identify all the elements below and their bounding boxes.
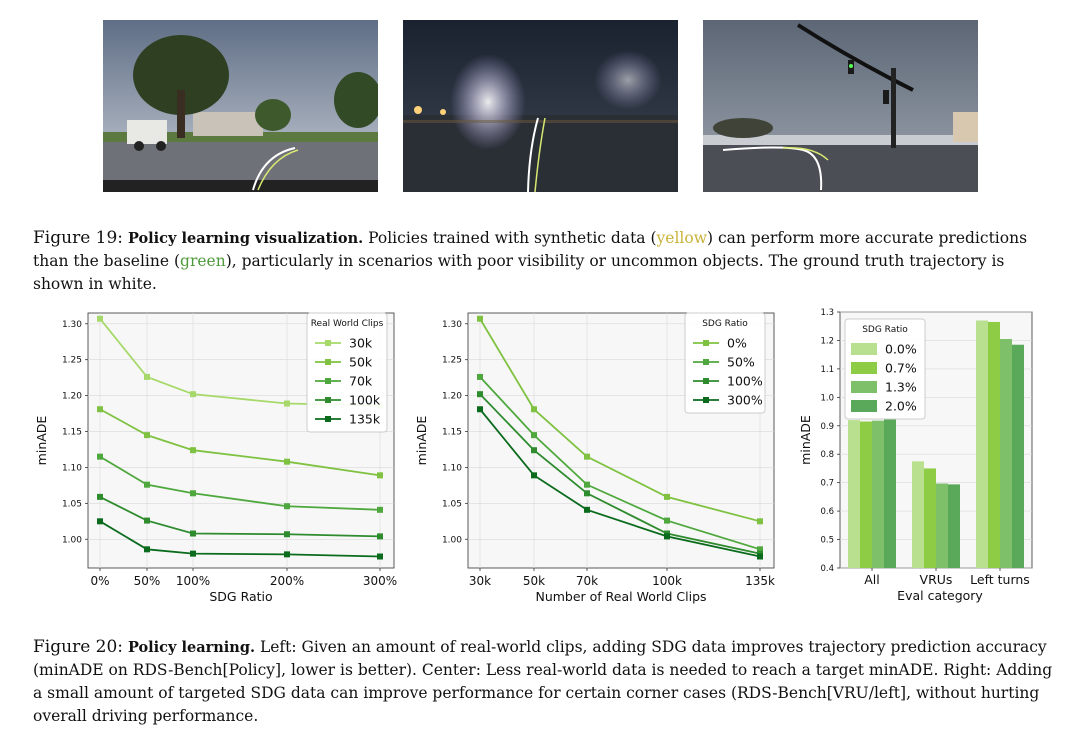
legend-swatch-marker — [325, 359, 331, 365]
legend-swatch-marker — [703, 340, 709, 346]
data-point-50k — [190, 447, 196, 453]
y-tick-label: 1.20 — [61, 391, 82, 402]
photo-snowy-intersection — [703, 20, 978, 192]
data-point-0% — [531, 406, 537, 412]
data-point-300% — [757, 554, 763, 560]
data-point-70k — [97, 454, 103, 460]
y-tick-label: 1.20 — [441, 391, 462, 402]
data-point-70k — [377, 507, 383, 513]
y-tick-label: 1.30 — [441, 319, 462, 330]
legend-label-100%: 100% — [727, 373, 763, 389]
data-point-300% — [531, 472, 537, 478]
figure-19-green-word: green — [180, 252, 226, 270]
data-point-50% — [531, 432, 537, 438]
legend-swatch-marker — [325, 397, 331, 403]
y-axis-label: minADE — [34, 415, 49, 466]
legend-swatch-marker — [325, 378, 331, 384]
bar-1.3% — [1000, 339, 1012, 568]
data-point-70k — [144, 482, 150, 488]
y-tick-label: 1.1 — [820, 364, 834, 375]
legend-title: Real World Clips — [310, 319, 384, 329]
y-tick-label: 1.15 — [441, 427, 462, 438]
data-point-70k — [284, 503, 290, 509]
data-point-70k — [190, 490, 196, 496]
y-tick-label: 1.05 — [61, 499, 82, 510]
bar-0.7% — [860, 422, 872, 568]
bar-2.0% — [1012, 345, 1024, 568]
data-point-30k — [284, 401, 290, 407]
legend-label-2.0%: 2.0% — [885, 398, 917, 414]
chart-minade-by-eval-category — [780, 305, 1080, 605]
data-point-135k — [144, 546, 150, 552]
data-point-100% — [584, 490, 590, 496]
data-point-50% — [584, 482, 590, 488]
legend-swatch-marker — [325, 416, 331, 422]
x-axis-label: SDG Ratio — [209, 589, 273, 604]
data-point-30k — [97, 316, 103, 322]
y-tick-label: 1.05 — [441, 499, 462, 510]
y-axis-label: minADE — [414, 415, 429, 466]
legend-label-50%: 50% — [727, 354, 755, 370]
legend-title: SDG Ratio — [702, 319, 748, 329]
bar-1.3% — [936, 484, 948, 568]
legend-swatch — [851, 381, 877, 393]
chart-minade-vs-sdg-ratio — [0, 305, 410, 605]
bar-0.0% — [912, 461, 924, 568]
legend-swatch-marker — [703, 378, 709, 384]
y-tick-label: 0.7 — [820, 478, 834, 489]
bar-0.7% — [924, 468, 936, 568]
figure-20-label: Figure 20: — [33, 637, 124, 657]
x-axis-label: Number of Real World Clips — [535, 589, 707, 604]
y-tick-label: 0.4 — [820, 564, 834, 574]
y-tick-label: 0.5 — [820, 535, 834, 546]
data-point-135k — [190, 551, 196, 557]
x-tick-label: Left turns — [970, 572, 1030, 587]
data-point-50k — [377, 472, 383, 478]
y-tick-label: 1.10 — [441, 463, 462, 474]
data-point-100k — [190, 531, 196, 537]
data-point-100k — [97, 494, 103, 500]
y-tick-label: 1.3 — [820, 308, 834, 318]
x-tick-label: 70k — [575, 574, 599, 588]
x-tick-label: VRUs — [919, 572, 953, 587]
y-tick-label: 1.25 — [441, 355, 462, 366]
figure-20-text: Left: Given an amount of real-world clips, adding SDG data improves trajectory prediction accuracy (minADE on RDS-Bench[Policy], lower is better). Center: Less real-world data is needed to reach a target minADE. Right: Adding a small amount of targeted SDG data can improve performance for certain corner cases (RDS-Bench[VRU/left], without hurting overall driving performance. — [33, 638, 1053, 725]
data-point-135k — [377, 554, 383, 560]
x-tick-label: 30k — [468, 574, 492, 588]
bar-0.7% — [988, 322, 1000, 568]
data-point-50% — [477, 374, 483, 380]
y-tick-label: 1.30 — [61, 319, 82, 330]
data-point-50k — [284, 459, 290, 465]
data-point-30k — [190, 391, 196, 397]
data-point-135k — [97, 518, 103, 524]
figure-19-text-2: ) can perform more accurate predictions than the baseline ( — [33, 229, 1028, 270]
data-point-50% — [664, 518, 670, 524]
data-point-0% — [477, 316, 483, 322]
legend-label-0%: 0% — [727, 335, 747, 351]
data-point-50k — [97, 406, 103, 412]
bar-0.0% — [848, 420, 860, 568]
x-tick-label: 0% — [90, 574, 110, 588]
y-tick-label: 1.0 — [820, 393, 834, 404]
y-axis-label: minADE — [798, 415, 813, 465]
x-tick-label: 300% — [362, 574, 398, 588]
legend-label-100k: 100k — [349, 392, 381, 408]
data-point-0% — [664, 494, 670, 500]
legend-label-30k: 30k — [349, 335, 373, 351]
figure-19-title: Policy learning visualization. — [127, 230, 364, 247]
x-tick-label: All — [864, 572, 880, 587]
bar-2.0% — [948, 484, 960, 568]
figure-20-caption — [33, 636, 1053, 728]
legend-label-50k: 50k — [349, 354, 373, 370]
figure-19-text-1: Policies trained with synthetic data ( — [368, 229, 657, 247]
data-point-100% — [531, 447, 537, 453]
data-point-100k — [284, 531, 290, 537]
data-point-0% — [757, 518, 763, 524]
x-tick-label: 200% — [269, 574, 305, 588]
figure-19-caption — [33, 227, 1053, 296]
bar-0.0% — [976, 321, 988, 568]
y-tick-label: 1.00 — [61, 535, 82, 546]
data-point-100k — [377, 533, 383, 539]
x-tick-label: 50% — [133, 574, 161, 588]
x-tick-label: 100% — [175, 574, 211, 588]
data-point-100k — [144, 518, 150, 524]
legend-swatch-marker — [325, 340, 331, 346]
legend-label-70k: 70k — [349, 373, 373, 389]
y-tick-label: 0.6 — [820, 507, 834, 518]
legend-swatch — [851, 362, 877, 374]
legend-label-135k: 135k — [349, 411, 381, 427]
bar-1.3% — [872, 421, 884, 568]
data-point-30k — [144, 374, 150, 380]
data-point-50k — [144, 432, 150, 438]
photo-suburban-street — [103, 20, 378, 192]
legend-title: SDG Ratio — [862, 325, 908, 335]
y-tick-label: 0.9 — [820, 421, 834, 432]
data-point-300% — [664, 533, 670, 539]
figure-19-yellow-word: yellow — [656, 229, 707, 247]
legend-label-0.7%: 0.7% — [885, 360, 917, 376]
figure-19-label: Figure 19: — [33, 228, 124, 248]
chart-minade-vs-real-clips — [395, 305, 805, 605]
x-tick-label: 135k — [745, 574, 775, 588]
data-point-300% — [584, 507, 590, 513]
y-tick-label: 0.8 — [820, 450, 834, 461]
y-tick-label: 1.25 — [61, 355, 82, 366]
figure-20-title: Policy learning. — [127, 639, 256, 656]
x-tick-label: 50k — [522, 574, 546, 588]
data-point-0% — [584, 454, 590, 460]
legend-swatch-marker — [703, 359, 709, 365]
y-tick-label: 1.15 — [61, 427, 82, 438]
x-axis-label: Eval category — [897, 588, 983, 603]
y-tick-label: 1.2 — [820, 336, 834, 347]
legend-label-300%: 300% — [727, 392, 763, 408]
legend-swatch-marker — [703, 397, 709, 403]
x-tick-label: 100k — [652, 574, 682, 588]
y-tick-label: 1.10 — [61, 463, 82, 474]
y-tick-label: 1.00 — [441, 535, 462, 546]
legend-swatch — [851, 400, 877, 412]
legend-label-1.3%: 1.3% — [885, 379, 917, 395]
figure-19-text-3: ), particularly in scenarios with poor visibility or uncommon objects. The ground truth trajectory is shown in white. — [33, 252, 1005, 293]
bar-2.0% — [884, 420, 896, 568]
data-point-300% — [477, 406, 483, 412]
data-point-135k — [284, 551, 290, 557]
photo-rainy-night-road — [403, 20, 678, 192]
legend-swatch — [851, 343, 877, 355]
legend-label-0.0%: 0.0% — [885, 341, 917, 357]
data-point-100% — [477, 391, 483, 397]
